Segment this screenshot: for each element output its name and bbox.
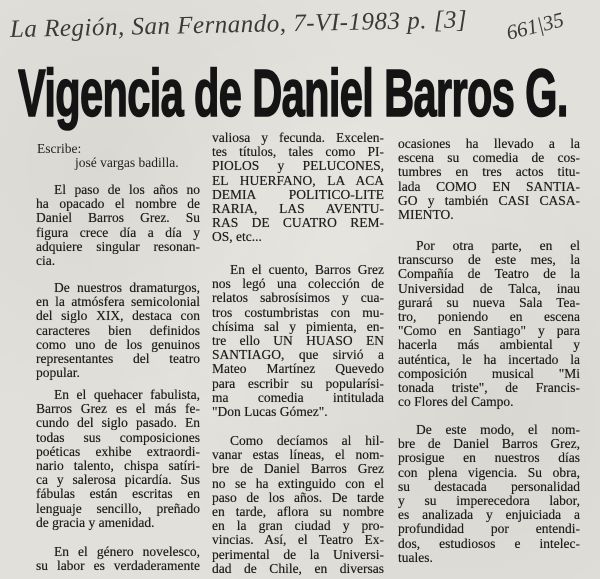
text-line: es analizada y enjuiciada a (398, 507, 580, 523)
text-line: OS, etc... (212, 229, 262, 245)
text-line: de gracia y amenidad. (36, 514, 155, 530)
text-line: En el género novelesco, (54, 544, 200, 559)
text-line: SANTIAGO, que sirvió a (212, 347, 384, 363)
text-line: en la atmósfera semicolonial (36, 294, 200, 310)
text-line: y su imperecedora labor, (398, 492, 580, 508)
text-line: auténtica, le ha incertado la (398, 351, 580, 367)
byline-author: josé vargas badilla. (75, 155, 179, 170)
text-line: valiosa y fecunda. Excelen- (212, 130, 384, 145)
text-line: GO y también CASI CASA- (398, 192, 580, 208)
archive-reference: 661|35 (503, 7, 567, 45)
text-line: En el quehacer fabulista, (54, 387, 200, 402)
text-line: Por otra parte, en el (416, 238, 580, 253)
text-line: caracteres bien definidos (36, 322, 200, 338)
headline: Vigencia de Daniel Barros G. (18, 60, 568, 131)
text-line: cundo del siglo pasado. En (36, 415, 200, 431)
text-line: fábulas están escritas en (36, 486, 200, 502)
text-line: su destacada personalidad (398, 478, 580, 494)
text-line: dad de Chile, en diversas (212, 560, 384, 576)
text-line: su labor es verdaderamente (36, 558, 200, 574)
text-line: no se ha extinguido con el (212, 475, 384, 491)
text-line: Como decíamos al hil- (230, 433, 384, 448)
column-1 (36, 0, 200, 579)
text-line: Daniel Barros Grez. Su (36, 210, 200, 226)
text-line: co Flores del Campo. (398, 394, 514, 410)
text-line: RARIA, LAS AVENTU- (212, 200, 384, 216)
text-line: prosigue en nuestros días (398, 450, 580, 466)
text-line: Compañía de Teatro de la (398, 266, 580, 282)
text-line: MIENTO. (398, 206, 454, 222)
handwritten-citation: La Región, San Fernando, 7-VI-1983 p. [3] (9, 6, 468, 43)
paragraph (212, 434, 384, 576)
text-line: tros costumbristas con mu- (212, 304, 384, 320)
text-line: De nuestros dramaturgos, (54, 280, 200, 295)
text-line: tuales. (398, 549, 433, 565)
text-line: en tarde, aflora su nombre (212, 503, 384, 519)
text-line: ha opacado el nombre de (36, 196, 200, 212)
text-line: chísima sal y pimienta, en- (212, 318, 384, 334)
text-line: bre de Daniel Barros Grez (212, 461, 384, 477)
text-line: escena su comedia de cos- (398, 150, 580, 166)
text-line: figura crece día a día y (36, 224, 200, 240)
text-line: Universidad de Talca, inau (398, 280, 580, 296)
text-line: perimental de la Universi- (212, 546, 384, 562)
text-line: ocasiones ha llevado a la (398, 136, 580, 151)
text-line: nos legó una colección de (212, 276, 384, 292)
text-line: del siglo XIX, destaca con (36, 308, 200, 324)
text-line: gurará su nueva Sala Tea- (398, 294, 580, 310)
text-line: cia. (36, 252, 56, 268)
text-line: todas sus composiciones (36, 429, 200, 445)
column-2 (212, 0, 384, 579)
paragraph (212, 131, 384, 245)
text-line: tonada triste", de Francis- (398, 379, 580, 395)
text-line: profundidad por entendi- (398, 521, 580, 537)
paragraph (212, 263, 384, 419)
text-line: EL HUERFANO, LA ACA (212, 172, 384, 188)
text-line: tes títulos, tales como PI- (212, 144, 384, 160)
text-line: como uno de los genuinos (36, 336, 200, 352)
text-line: lada COMO EN SANTIA- (398, 178, 580, 194)
text-line: tumbres en tres actos titu- (398, 164, 580, 180)
text-line: para escribir su popularísi- (212, 375, 384, 391)
text-line: vanar estas líneas, el nom- (212, 447, 384, 463)
text-line: adquiere singular resonan- (36, 238, 200, 254)
text-line: composición musical "Mi (398, 365, 580, 381)
text-line: PIOLOS y PELUCONES, (212, 158, 384, 174)
text-line: dos, estudiosos e intelec- (398, 535, 580, 551)
text-line: en la gran ciudad y pro- (212, 518, 384, 534)
text-line: hacerla más ambiental y (398, 337, 580, 353)
text-line: con plena vigencia. Su obra, (398, 464, 580, 480)
text-line: En el cuento, Barros Grez (230, 262, 384, 277)
paragraph (398, 137, 580, 222)
paragraph (36, 545, 200, 573)
text-line: ma comedia intitulada (212, 389, 384, 405)
text-line: tre ello UN HUASO EN (212, 332, 384, 348)
byline-label: Escribe: (37, 141, 82, 156)
column-3 (398, 0, 580, 579)
text-line: Mateo Martínez Quevedo (212, 361, 384, 377)
text-line: "Don Lucas Gómez". (212, 403, 328, 419)
text-line: representantes del teatro (36, 350, 200, 366)
text-line: bre de Daniel Barros Grez, (398, 436, 580, 452)
text-line: DEMIA POLITICO-LITE (212, 186, 384, 202)
text-line: tro, poniendo en escena (398, 308, 580, 324)
paragraph (36, 388, 200, 530)
text-line: El paso de los años no (54, 182, 200, 197)
paragraph (36, 183, 200, 268)
text-line: ca y salerosa picardía. Sus (36, 472, 200, 488)
text-line: lenguaje sencillo, preñado (36, 500, 200, 516)
text-line: "Como en Santiago" y para (398, 323, 580, 339)
text-line: paso de los años. De tarde (212, 489, 384, 505)
paragraph (398, 423, 580, 565)
text-line: popular. (36, 365, 80, 381)
text-line: poéticas exhibe extraordi- (36, 443, 200, 459)
text-line: nario talento, chispa satíri- (36, 457, 200, 473)
text-line: RAS DE CUATRO REM- (212, 215, 384, 231)
text-line: relatos sabrosísimos y cua- (212, 290, 384, 306)
text-line: De este modo, el nom- (416, 422, 580, 437)
text-line: Barros Grez es el más fe- (36, 401, 200, 417)
paragraph (36, 281, 200, 380)
text-line: vincias. Así, el Teatro Ex- (212, 532, 384, 548)
text-line: transcurso de este mes, la (398, 252, 580, 268)
paragraph (398, 239, 580, 409)
